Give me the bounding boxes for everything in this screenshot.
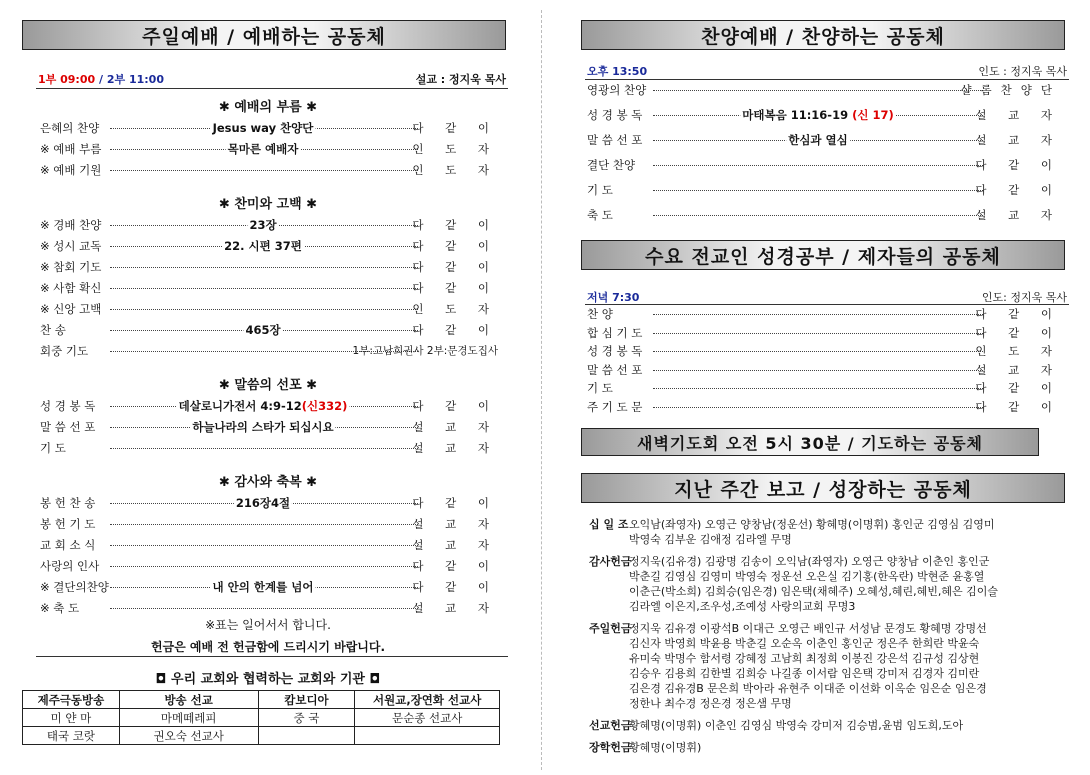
program-row	[28, 516, 498, 534]
banner-title: 새벽기도회 오전 5시 30분 / 기도하는 공동체	[637, 433, 983, 453]
banner-title: 지난 주간 보고 / 성장하는 공동체	[674, 478, 972, 501]
detail-reference: (신332)	[301, 399, 348, 413]
program-row	[28, 322, 498, 340]
program-item-detail: 한심과 열심	[788, 133, 848, 147]
program-row	[28, 440, 498, 458]
partner-cell: 서원교,장연화 선교사	[355, 691, 500, 709]
report-line: 정지욱(김유경) 김광명 김송이 오익남(좌영자) 오영근 양창남 이춘인 홍인군	[629, 555, 990, 568]
program-item-name: 축 도	[587, 208, 613, 222]
program-item-detail: 216장4절	[235, 496, 291, 510]
dotted-leader	[653, 351, 983, 352]
dotted-leader	[110, 309, 418, 310]
program-item-name: 찬 양	[587, 307, 613, 321]
program-item-leader: 설 교 자	[975, 108, 1061, 122]
report-line: 이춘근(박소희) 김희승(임은경) 임은택(채혜주) 오혜성,혜린,혜빈,혜은 김이슬	[629, 585, 999, 598]
program-item-leader: 샬롬찬양단	[960, 83, 1061, 97]
program-row	[28, 141, 498, 159]
offering-note: 헌금은 예배 전 헌금함에 드리시기 바랍니다.	[150, 640, 386, 654]
partner-cell: 제주극동방송	[23, 691, 120, 709]
program-item-leader: 인 도 자	[975, 344, 1061, 358]
program-row	[28, 120, 498, 138]
program-row	[575, 182, 1061, 200]
program-item-detail: 465장	[245, 323, 281, 337]
program-row	[575, 325, 1061, 343]
detail-reference: (신 17)	[852, 108, 894, 122]
program-item-detail: Jesus way 찬양단	[212, 121, 314, 135]
program-item-leader: 다 같 이	[412, 323, 498, 337]
report-line: 김승우 김용희 김한별 김희승 나길종 이서람 임은택 강미저 김경자 김미란	[629, 667, 980, 680]
dotted-leader	[653, 190, 983, 191]
program-item-name: 영광의 찬양	[587, 83, 647, 97]
report-line: 유미숙 박명수 함서령 강혜정 고남희 최정희 이봉진 강은석 김규성 김상현	[629, 652, 980, 665]
partner-cell: 미 얀 마	[23, 709, 120, 727]
partners-row	[23, 727, 500, 745]
program-item-detail	[740, 107, 895, 123]
program-item-name: 기 도	[587, 183, 613, 197]
program-item-name: 봉 헌 찬 송	[40, 496, 96, 510]
program-item-leader: 다 같 이	[975, 325, 1061, 340]
program-item-name: 결단 찬양	[587, 158, 636, 172]
program-row	[28, 558, 498, 576]
wednesday-study-banner	[581, 240, 1065, 270]
partner-cell: 권오숙 선교사	[119, 727, 258, 745]
partner-cell: 캄보디아	[258, 691, 355, 709]
partner-cell: 중 국	[258, 709, 355, 727]
report-line: 박영숙 김부운 김애정 김라엘 무명	[629, 533, 792, 546]
program-item-leader: 설 교 자	[412, 420, 498, 434]
report-label: 감사헌금	[589, 555, 632, 568]
dotted-leader	[110, 170, 418, 171]
program-item-leader: 인 도 자	[412, 302, 498, 316]
report-line: 정지욱 김유경 이광석B 이대근 오영근 배인규 서성남 문경도 황혜명 강명선	[629, 622, 987, 635]
standing-note: ※표는 일어서서 합니다.	[205, 618, 331, 632]
program-row	[28, 280, 498, 298]
program-item-leader: 설 교 자	[412, 517, 498, 531]
time-separator: /	[98, 73, 103, 86]
partners-row	[23, 691, 500, 709]
report-line: 정한나 최수경 정은경 정은샘 무명	[629, 697, 792, 710]
report-label: 장학헌금	[589, 741, 632, 754]
program-item-leader: 다 같 이	[412, 496, 498, 510]
program-item-leader: 다 같 이	[412, 218, 498, 232]
dotted-leader	[653, 90, 983, 91]
partner-cell: 방송 선교	[119, 691, 258, 709]
program-row	[575, 362, 1061, 380]
program-item-name: ※ 참회 기도	[40, 260, 102, 274]
report-line: 오익남(좌영자) 오영근 양창남(정운선) 황혜명(이명휘) 홍인군 김영심 김영미	[629, 518, 995, 531]
report-line: 김신자 박영희 박윤용 박춘길 오순옥 이춘인 홍인군 정은주 한희란 박윤숙	[629, 637, 980, 650]
program-item-leader: 다 같 이	[975, 381, 1061, 395]
program-item-leader: 다 같 이	[412, 399, 498, 413]
program-item-leader: 다 같 이	[412, 260, 498, 274]
program-row	[28, 579, 498, 597]
program-item-name: ※ 결단의찬양	[40, 580, 109, 594]
program-item-name: 주 기 도 문	[587, 399, 643, 414]
weekly-report-banner	[581, 473, 1065, 503]
first-service-time: 1부 09:00	[38, 73, 96, 86]
program-row	[575, 343, 1061, 361]
dotted-leader	[653, 388, 983, 389]
partners-title: ◘ 우리 교회와 협력하는 교회와 기관 ◘	[155, 672, 381, 687]
dawn-prayer-banner	[581, 428, 1039, 456]
program-item-leader: 설 교 자	[975, 362, 1061, 377]
dotted-leader	[110, 267, 418, 268]
banner-title: 찬양예배 / 찬양하는 공동체	[701, 25, 945, 48]
program-item-name: ※ 축 도	[40, 601, 80, 615]
wednesday-time: 저녁 7:30	[587, 291, 640, 304]
report-line: 김라엘 이은지,조우성,조예성 사랑의교회 무명3	[629, 600, 856, 613]
program-row	[575, 107, 1061, 125]
wednesday-time-line	[587, 289, 1075, 305]
program-item-detail: 목마른 예배자	[227, 142, 299, 156]
program-item-leader: 다 같 이	[975, 183, 1061, 197]
program-item-name: 말 씀 선 포	[40, 420, 96, 434]
program-row	[575, 399, 1061, 417]
program-item-detail: 23장	[249, 218, 277, 232]
program-item-leader: 다 같 이	[975, 399, 1061, 414]
program-item-name: ※ 예배 부름	[40, 142, 102, 156]
program-item-name: ※ 성시 교독	[40, 239, 102, 253]
partner-cell	[355, 727, 500, 745]
column-divider	[541, 10, 542, 770]
partner-cell: 태국 코랏	[23, 727, 120, 745]
program-item-name: 찬 송	[40, 323, 66, 337]
program-item-leader: 설 교 자	[975, 133, 1061, 147]
dotted-leader	[110, 566, 418, 567]
program-item-detail: 하늘나라의 스타가 되십시요	[192, 420, 334, 434]
partners-row	[23, 709, 500, 727]
dotted-leader	[110, 545, 418, 546]
dotted-leader	[110, 524, 418, 525]
dotted-leader	[110, 288, 418, 289]
partner-cell: 마메떼레피	[119, 709, 258, 727]
banner-title: 주일예배 / 예배하는 공동체	[142, 25, 386, 48]
program-item-leader: 인 도 자	[412, 142, 498, 156]
program-item-leader: 설 교 자	[412, 441, 498, 455]
program-item-leader: 다 같 이	[412, 580, 498, 594]
program-item-leader: 설 교 자	[412, 538, 498, 552]
program-item-name: 합 심 기 도	[587, 325, 643, 340]
dotted-leader	[653, 370, 983, 371]
program-item-name: 성 경 봉 독	[587, 108, 643, 122]
program-item-name: 은혜의 찬양	[40, 121, 100, 135]
program-row	[575, 157, 1061, 175]
service-time-line	[38, 71, 514, 87]
program-item-detail: 22. 시편 37편	[224, 239, 302, 253]
section-title: ✱ 감사와 축복 ✱	[218, 475, 318, 490]
report-label: 선교헌금	[589, 719, 632, 732]
program-row	[28, 301, 498, 319]
program-item-name: 성 경 봉 독	[587, 344, 643, 358]
program-item-leader: 다 같 이	[412, 121, 498, 135]
program-row	[28, 398, 498, 416]
program-item-name: 회중 기도	[40, 344, 89, 358]
program-item-name: ※ 예배 기원	[40, 163, 102, 177]
praise-time-line	[587, 63, 1075, 79]
program-row	[575, 306, 1061, 324]
detail-main: 마태복음 11:16-19	[742, 108, 853, 122]
program-item-name: 교 회 소 식	[40, 538, 96, 552]
program-row	[575, 132, 1061, 150]
program-item-name: 성 경 봉 독	[40, 399, 96, 413]
program-item-name: 말 씀 선 포	[587, 362, 643, 377]
program-item-name: ※ 경배 찬양	[40, 218, 102, 232]
partner-cell: 문순종 선교사	[355, 709, 500, 727]
dotted-leader	[653, 314, 983, 315]
preacher: 설교 : 정지욱 목사	[415, 73, 506, 86]
program-item-name: ※ 신앙 고백	[40, 302, 102, 316]
dotted-leader	[653, 333, 983, 334]
report-line: 황혜명(이명휘) 이춘인 김영심 박영숙 강미저 김승범,윤범 임도희,도아	[629, 719, 964, 732]
dotted-leader	[110, 608, 418, 609]
program-item-leader: 설 교 자	[412, 601, 498, 615]
program-item-name: 봉 헌 기 도	[40, 517, 96, 531]
program-item-name: 기 도	[40, 441, 66, 455]
section-title: ✱ 예배의 부름 ✱	[218, 100, 318, 115]
second-service-time: 2부 11:00	[106, 73, 164, 86]
program-row	[28, 537, 498, 555]
detail-main: 데살로니가전서 4:9-12	[178, 399, 302, 413]
section-title: ✱ 찬미와 고백 ✱	[218, 197, 318, 212]
praise-leader: 인도 : 정지욱 목사	[978, 65, 1067, 78]
dotted-leader	[110, 448, 418, 449]
praise-worship-banner	[581, 20, 1065, 50]
program-row	[28, 495, 498, 513]
dotted-leader	[653, 407, 983, 408]
report-line: 박춘길 김영심 김영미 박영숙 정운선 오은실 김기홍(한옥란) 박현준 윤홍열	[629, 570, 985, 583]
separator-line	[36, 656, 508, 657]
program-item-leader: 1부:고남희권사 2부:문경도집사	[352, 345, 498, 357]
program-item-name: 사랑의 인사	[40, 559, 100, 573]
program-row	[575, 82, 1061, 100]
sunday-worship-banner	[22, 20, 506, 50]
program-row	[575, 207, 1061, 225]
program-row	[28, 343, 498, 361]
program-row	[28, 419, 498, 437]
program-item-name: 기 도	[587, 381, 613, 395]
program-item-leader: 다 같 이	[975, 307, 1061, 321]
report-label: 주일헌금	[589, 622, 632, 635]
program-item-leader: 설 교 자	[975, 208, 1061, 222]
section-title: ✱ 말씀의 선포 ✱	[218, 378, 318, 393]
program-item-name: 말 씀 선 포	[587, 133, 643, 147]
separator-line	[36, 88, 508, 89]
separator-line	[585, 79, 1069, 80]
program-item-leader: 다 같 이	[412, 281, 498, 295]
program-item-name: ※ 사함 확신	[40, 281, 102, 295]
program-item-leader: 다 같 이	[412, 559, 498, 573]
separator-line	[585, 304, 1069, 305]
program-row	[28, 217, 498, 235]
dotted-leader	[653, 165, 983, 166]
report-line: 김은경 김유경B 문은희 박아라 유현주 이대준 이선화 이옥순 임은순 임은경	[629, 682, 987, 695]
partner-cell	[258, 727, 355, 745]
banner-title: 수요 전교인 성경공부 / 제자들의 공동체	[645, 245, 1001, 268]
report-label: 십 일 조	[589, 518, 629, 531]
program-item-detail: 내 안의 한계를 넘어	[212, 580, 314, 594]
report-line: 황혜명(이명휘)	[629, 741, 702, 754]
program-row	[28, 162, 498, 180]
program-item-leader: 다 같 이	[975, 158, 1061, 172]
program-row	[28, 259, 498, 277]
program-item-leader: 인 도 자	[412, 163, 498, 177]
praise-time: 오후 13:50	[587, 65, 648, 78]
program-row	[575, 380, 1061, 398]
wednesday-leader: 인도: 정지욱 목사	[981, 291, 1067, 304]
program-item-detail	[177, 398, 350, 414]
program-row	[28, 238, 498, 256]
program-item-leader: 다 같 이	[412, 239, 498, 253]
partners-table	[22, 690, 500, 745]
dotted-leader	[653, 215, 983, 216]
